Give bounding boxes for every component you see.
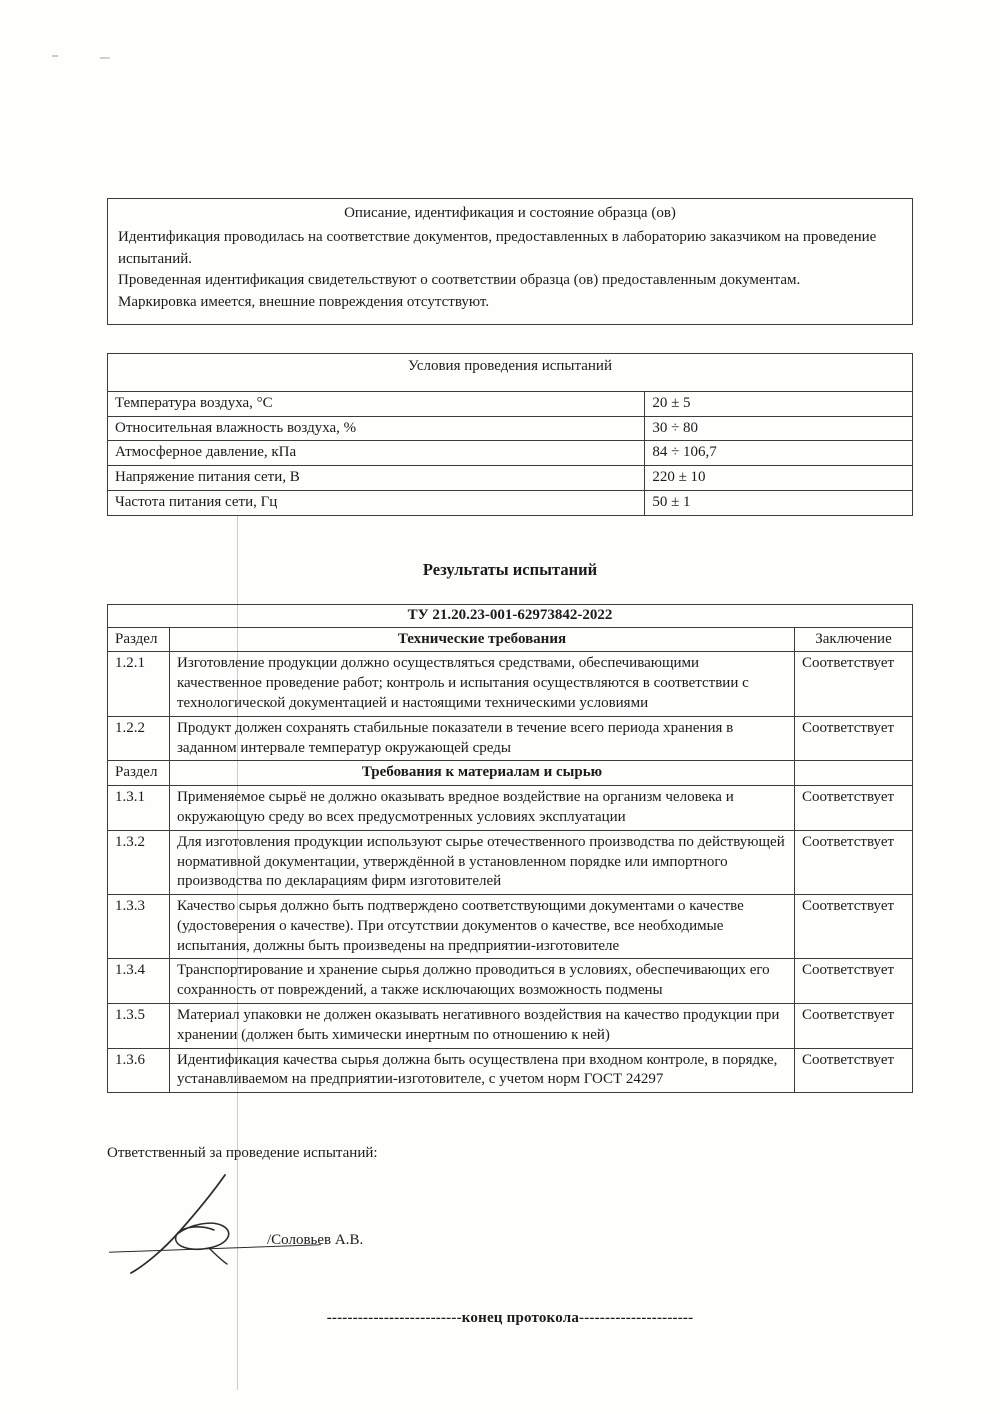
condition-value: 84 ÷ 106,7: [645, 441, 913, 466]
requirement-text: Материал упаковки не должен оказывать негативного воздействия на качество продукции при хранении (должен быть химически инертным по отношению к ней): [169, 1004, 794, 1049]
requirement-text: Транспортирование и хранение сырья должно проводиться в условиях, обеспечивающих его сохранность от повреждений, а также исключающих возможность подмены: [169, 959, 794, 1004]
condition-value: 50 ± 1: [645, 490, 913, 515]
page-content: [107, 0, 913, 1327]
empty-cell: [795, 761, 913, 786]
table-row: [108, 353, 913, 391]
signature-block: [107, 1172, 913, 1282]
requirement-text: Применяемое сырьё не должно оказывать вредное воздействие на организм человека и окружающую среду во всех предусмотренных условиях эксплуатации: [169, 786, 794, 831]
conclusion-value: Соответствует: [795, 716, 913, 761]
table-row: [108, 1004, 913, 1049]
table-row: [108, 1048, 913, 1093]
conclusion-value: Соответствует: [795, 1004, 913, 1049]
column-header-requirements: Технические требования: [169, 627, 794, 652]
section-number: 1.2.2: [108, 716, 170, 761]
section-number: 1.3.4: [108, 959, 170, 1004]
responsible-label: Ответственный за проведение испытаний:: [107, 1145, 378, 1162]
test-results-table: [107, 604, 913, 1094]
table-row: [108, 895, 913, 959]
conclusion-value: Соответствует: [795, 895, 913, 959]
column-header-conclusion: Заключение: [795, 627, 913, 652]
requirement-text: Качество сырья должно быть подтверждено соответствующими документами о качестве (удостоверения о качестве). При отсутствии документов о качестве, все необходимые испытания, должны быть произведены на предприятии-изготовителе: [169, 895, 794, 959]
requirement-text: Для изготовления продукции используют сырье отечественного производства по действующей нормативной документации, утверждённой в установленном порядке или импортного производства по декларациям фирм изготовителей: [169, 830, 794, 894]
results-heading: Результаты испытаний: [422, 559, 598, 579]
test-conditions-table: [107, 353, 913, 516]
table-row: [108, 466, 913, 491]
table-row: [108, 786, 913, 831]
signature-name: /Соловьев А.В.: [267, 1232, 364, 1249]
tu-standard-header: ТУ 21.20.23-001-62973842-2022: [108, 604, 913, 627]
section-number: 1.3.2: [108, 830, 170, 894]
condition-value: 30 ÷ 80: [645, 416, 913, 441]
section-number: 1.3.5: [108, 1004, 170, 1049]
table-header-row: [108, 627, 913, 652]
section-number: 1.3.1: [108, 786, 170, 831]
signature-scribble: [117, 1172, 347, 1277]
condition-label: Частота питания сети, Гц: [108, 490, 645, 515]
conclusion-value: Соответствует: [795, 959, 913, 1004]
condition-label: Напряжение питания сети, В: [108, 466, 645, 491]
materials-subheader-title: Требования к материалам и сырью: [169, 761, 794, 786]
requirement-text: Продукт должен сохранять стабильные показатели в течение всего периода хранения в заданном интервале температур окружающей среды: [169, 716, 794, 761]
section-number: 1.2.1: [108, 652, 170, 716]
requirement-text: Идентификация качества сырья должна быть осуществлена при входном контроле, в порядке, устанавливаемом на предприятии-изготовителе, с учетом норм ГОСТ 24297: [169, 1048, 794, 1093]
scan-noise: [52, 55, 58, 57]
condition-label: Температура воздуха, °С: [108, 391, 645, 416]
description-line: Маркировка имеется, внешние повреждения отсутствуют.: [118, 294, 490, 310]
section-label: Раздел: [108, 761, 170, 786]
conclusion-value: Соответствует: [795, 830, 913, 894]
conclusion-value: Соответствует: [795, 1048, 913, 1093]
table-row: [108, 959, 913, 1004]
condition-label: Относительная влажность воздуха, %: [108, 416, 645, 441]
table-row: [108, 391, 913, 416]
table-row: [108, 716, 913, 761]
description-line: Проведенная идентификация свидетельствуют о соответствии образца (ов) предоставленным документам.: [118, 272, 801, 289]
section-number: 1.3.6: [108, 1048, 170, 1093]
condition-label: Атмосферное давление, кПа: [108, 441, 645, 466]
test-conditions-title: Условия проведения испытаний: [108, 353, 913, 391]
table-row: [108, 490, 913, 515]
condition-value: 220 ± 10: [645, 466, 913, 491]
description-line: Идентификация проводилась на соответствие документов, предоставленных в лабораторию заказчиком на проведение испытаний.: [118, 228, 877, 267]
section-number: 1.3.3: [108, 895, 170, 959]
requirement-text: Изготовление продукции должно осуществляться средствами, обеспечивающими качественное проведение работ; контроль и испытания осуществляются в соответствии с технологической документацией и настоящими техническими условиями: [169, 652, 794, 716]
table-row: [108, 652, 913, 716]
column-header-section: Раздел: [108, 627, 170, 652]
table-row: [108, 416, 913, 441]
table-row: [108, 604, 913, 627]
conclusion-value: Соответствует: [795, 786, 913, 831]
table-row: [108, 830, 913, 894]
table-row: [108, 441, 913, 466]
conclusion-value: Соответствует: [795, 652, 913, 716]
end-of-protocol-line: --------------------------конец протокола----------------------: [326, 1310, 694, 1327]
table-subheader-row: [108, 761, 913, 786]
condition-value: 20 ± 5: [645, 391, 913, 416]
sample-description-box: [107, 198, 913, 325]
sample-description-title: Описание, идентификация и состояние образца (ов): [344, 205, 676, 221]
